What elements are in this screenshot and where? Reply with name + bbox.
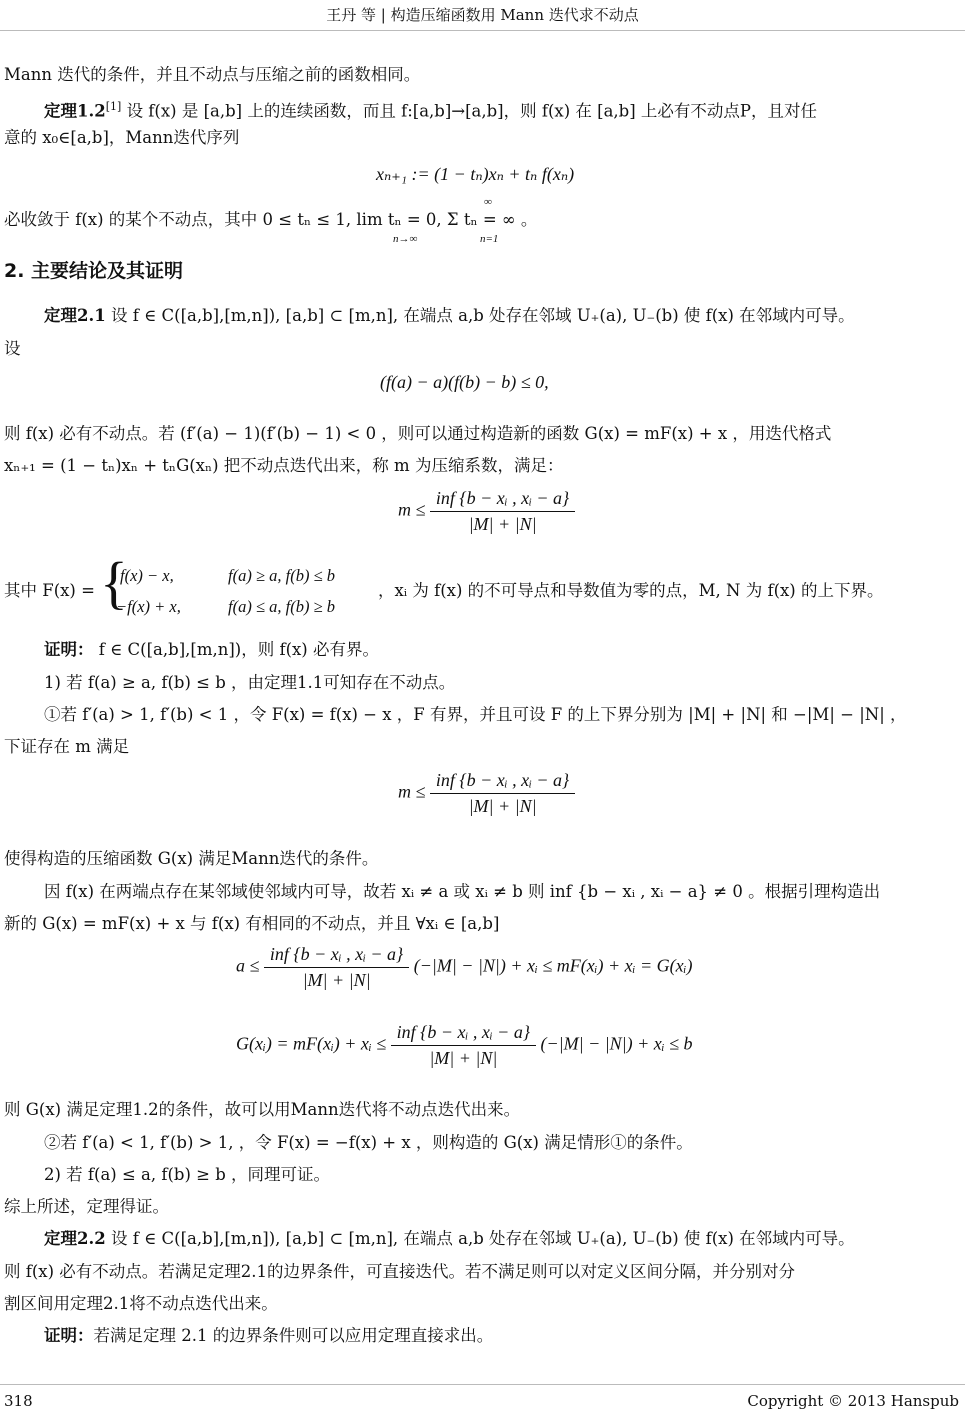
F-case-2-expression: −f(x) + x,: [116, 597, 181, 616]
theorem-1-2-text: 设 f(x) 是 [a,b] 上的连续函数，而且 f:[a,b]→[a,b]，则 f(x) 在 [a,b] 上必有不动点P，且对任: [126, 101, 818, 121]
theorem-2-1-label: 定理2.1: [44, 306, 106, 325]
theorem-2-1-line-3: 则 f(x) 必有不动点。若 (f′(a) − 1)(f′(b) − 1) < 0 ，则可以通过构造新的函数 G(x) = mF(x) + x ，用迭代格式: [4, 424, 832, 443]
proof-line-1: [44, 639, 379, 661]
proof-2-label: 证明：: [44, 1326, 94, 1345]
case-2-line: 2) 若 f(a) ≤ a, f(b) ≥ b ，同理可证。: [44, 1165, 331, 1184]
theorem-2-2-label: 定理2.2: [44, 1229, 106, 1248]
sum-lower-limit: n=1: [480, 233, 499, 245]
citation-ref: [1]: [105, 100, 122, 113]
theorem-2-1-line-1: [44, 305, 855, 327]
theorem-2-1-line-4: xₙ₊₁ = (1 − tₙ)xₙ + tₙG(xₙ) 把不动点迭代出来，称 m 为压缩系数，满足：: [4, 456, 564, 475]
proof-label: 证明：: [44, 640, 94, 659]
conclusion-line: 则 G(x) 满足定理1.2的条件，故可以用Mann迭代将不动点迭代出来。: [4, 1100, 521, 1119]
running-header: 王丹 等 | 构造压缩函数用 Mann 迭代求不动点: [326, 6, 639, 24]
ineq-2-lhs: G(xᵢ) = mF(xᵢ) + xᵢ ≤: [236, 1033, 387, 1054]
subcase-1-line-1: ①若 f′(a) > 1, f′(b) < 1 ，令 F(x) = f(x) − x ，F 有界，并且可设 F 的上下界分别为 |M| + |N| 和 −|M| − |N| ，: [44, 705, 907, 724]
m-lhs-2: m ≤: [398, 781, 426, 802]
proof-text: f ∈ C([a,b],[m,n])，则 f(x) 必有界。: [98, 640, 379, 659]
intro-paragraph: Mann 迭代的条件，并且不动点与压缩之前的函数相同。: [4, 65, 421, 84]
ineq-1-fraction: [264, 944, 409, 991]
footer-divider: [0, 1384, 965, 1385]
theorem-1-2-line-2: 意的 x₀∈[a,b]，Mann迭代序列: [4, 128, 240, 147]
section-heading: 2. 主要结论及其证明: [4, 260, 184, 282]
header-divider: [0, 30, 965, 31]
ineq-1-numerator: inf {b − xᵢ , xᵢ − a}: [264, 944, 409, 968]
limit-subscript: n→∞: [393, 233, 418, 245]
left-brace: {: [100, 550, 128, 615]
compression-coefficient-inequality-2: [398, 770, 575, 817]
lower-bound-inequality: [236, 944, 692, 991]
ineq-2-denominator: |M| + |N|: [429, 1048, 498, 1068]
m-numerator-2: inf {b − xᵢ , xᵢ − a}: [430, 770, 575, 794]
theorem-2-1-text: 设 f ∈ C([a,b],[m,n]), [a,b] ⊂ [m,n], 在端点 a,b 处存在邻域 U₊(a), U₋(b) 使 f(x) 在邻域内可导。: [110, 306, 855, 325]
F-case-2-condition: f(a) ≤ a, f(b) ≥ b: [228, 597, 336, 616]
subcase-1-line-2: 下证存在 m 满足: [4, 737, 130, 756]
m-denominator: |M| + |N|: [468, 514, 537, 534]
copyright-notice: Copyright © 2013 Hanspub: [747, 1392, 959, 1410]
because-line-1: 因 f(x) 在两端点存在某邻域使邻域内可导，故若 xᵢ ≠ a 或 xᵢ ≠ b 则 inf {b − xᵢ , xᵢ − a} ≠ 0 。根据引理构造出: [44, 882, 881, 901]
ineq-2-fraction: [391, 1022, 536, 1069]
theorem-2-2-line-2: 则 f(x) 必有不动点。若满足定理2.1的边界条件，可直接迭代。若不满足则可以对定义区间分隔，并分别对分: [4, 1262, 796, 1281]
compression-coefficient-inequality: [398, 488, 575, 535]
ineq-2-numerator: inf {b − xᵢ , xᵢ − a}: [391, 1022, 536, 1046]
summary-line: 综上所述，定理得证。: [4, 1197, 169, 1216]
m-fraction: [430, 488, 575, 535]
m-fraction-2: [430, 770, 575, 817]
because-line-2: 新的 G(x) = mF(x) + x 与 f(x) 有相同的不动点，并且 ∀xᵢ ∈ [a,b]: [4, 914, 500, 933]
ineq-2-rhs: (−|M| − |N|) + xᵢ ≤ b: [540, 1033, 693, 1054]
F-case-1-condition: f(a) ≥ a, f(b) ≤ b: [228, 566, 336, 585]
ineq-1-lhs: a ≤: [236, 955, 260, 976]
theorem-2-2-line-1: [44, 1228, 855, 1250]
theorem-2-1-line-2: 设: [4, 339, 21, 358]
proof-2-line: [44, 1325, 493, 1347]
sum-upper-limit: ∞: [484, 196, 492, 208]
theorem-1-2-line-1: [44, 96, 817, 123]
m-numerator: inf {b − xᵢ , xᵢ − a}: [430, 488, 575, 512]
subcase-2-line: ②若 f′(a) < 1, f′(b) > 1, ，令 F(x) = −f(x) + x ，则构造的 G(x) 满足情形①的条件。: [44, 1133, 693, 1152]
page-number: 318: [4, 1392, 33, 1410]
theorem-2-2-line-3: 割区间用定理2.1将不动点迭代出来。: [4, 1294, 278, 1313]
case-1-line: 1) 若 f(a) ≥ a, f(b) ≤ b ，由定理1.1可知存在不动点。: [44, 673, 456, 692]
ineq-1-denominator: |M| + |N|: [302, 970, 371, 990]
proof-2-text: 若满足定理 2.1 的边界条件则可以应用定理直接求出。: [93, 1326, 494, 1345]
m-lhs: m ≤: [398, 499, 426, 520]
F-case-1-expression: f(x) − x,: [120, 566, 174, 585]
theorem-1-2-label: 定理1.2: [44, 101, 106, 121]
convergence-condition: 必收敛于 f(x) 的某个不动点，其中 0 ≤ tₙ ≤ 1, lim tₙ = 0, Σ tₙ = ∞ 。: [4, 210, 538, 229]
ineq-1-rhs: (−|M| − |N|) + xᵢ ≤ mF(xᵢ) + xᵢ = G(xᵢ): [413, 955, 693, 976]
m-denominator-2: |M| + |N|: [468, 796, 537, 816]
after-inequality-text: 使得构造的压缩函数 G(x) 满足Mann迭代的条件。: [4, 849, 379, 868]
theorem-2-2-text: 设 f ∈ C([a,b],[m,n]), [a,b] ⊂ [m,n], 在端点 a,b 处存在邻域 U₊(a), U₋(b) 使 f(x) 在邻域内可导。: [110, 1229, 855, 1248]
upper-bound-inequality: [236, 1022, 692, 1069]
F-definition-prefix: 其中 F(x) =: [4, 581, 95, 600]
F-definition-suffix: ，xᵢ 为 f(x) 的不可导点和导数值为零的点，M, N 为 f(x) 的上下界。: [378, 581, 884, 600]
boundary-condition-equation: (f(a) − a)(f(b) − b) ≤ 0,: [380, 372, 549, 392]
mann-iteration-equation: xₙ₊₁ := (1 − tₙ)xₙ + tₙ f(xₙ): [376, 164, 575, 184]
